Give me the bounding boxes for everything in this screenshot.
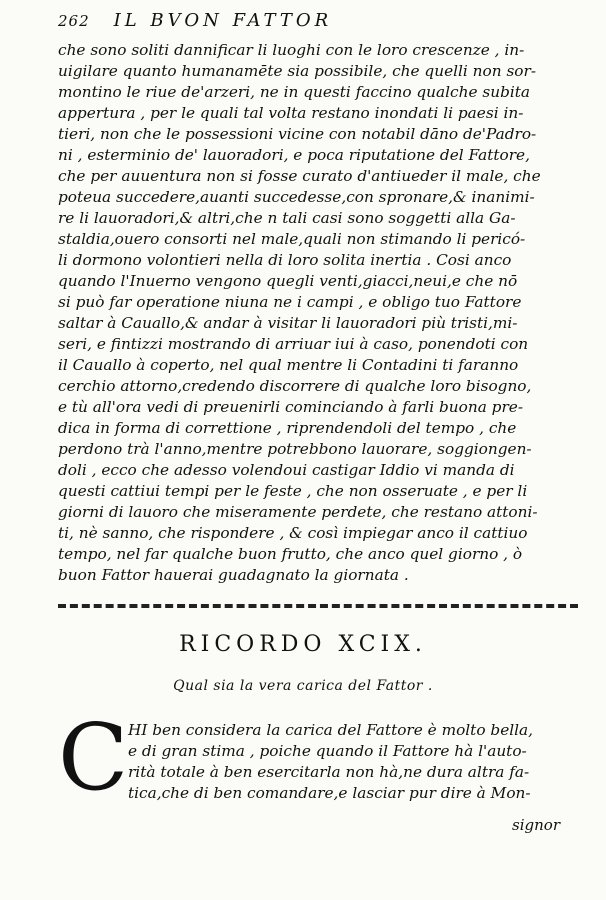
section-text-line: HI ben considera la carica del Fattore è molto bella, [128, 721, 534, 739]
body-text [58, 40, 582, 586]
text-line: cerchio attorno,credendo discorrere di qualche loro bisogno, [58, 377, 532, 395]
text-line: uigilare quanto humanamēte sia possibile, che quelli non sor- [58, 62, 536, 80]
section-text [58, 720, 582, 804]
section-text-line: e di gran stima , poiche quando il Fattore hà l'auto- [128, 742, 527, 760]
catchword: signor [512, 816, 560, 834]
text-line: giorni di lauoro che miseramente perdete, che restano attoni- [58, 503, 538, 521]
text-line: ni , esterminio de' lauoradori, e poca riputatione del Fattore, [58, 146, 530, 164]
text-line: che per auuentura non si fosse curato d'antiueder il male, che [58, 167, 541, 185]
section-text-line: tica,che di ben comandare,e lasciar pur dire à Mon- [128, 784, 531, 802]
text-line: montino le riue de'arzeri, ne in questi faccino qualche subita [58, 83, 531, 101]
page-number: 262 [58, 12, 90, 30]
text-line: perdono trà l'anno,mentre potrebbono lauorare, soggiongen- [58, 440, 532, 458]
running-title: IL BVON FATTOR [113, 10, 333, 31]
text-line: quando l'Inuerno vengono quegli venti,giacci,neui,e che nō [58, 272, 518, 290]
running-head [58, 10, 586, 36]
section-text-line: rità totale à ben esercitarla non hà,ne dura altra fa- [128, 763, 530, 781]
text-line: ti, nè sanno, che rispondere , & così impiegar anco il cattiuo [58, 524, 528, 542]
text-line: e tù all'ora vedi di preuenirli cominciando à farli buona pre- [58, 398, 524, 416]
text-line: appertura , per le quali tal volta restano inondati li paesi in- [58, 104, 524, 122]
text-line: tieri, non che le possessioni vicine con notabil dāno de'Padro- [58, 125, 537, 143]
text-line: poteua succedere,auanti succedesse,con spronare,& inanimi- [58, 188, 535, 206]
text-line: questi cattiui tempi per le feste , che non osseruate , e per li [58, 482, 528, 500]
text-line: che sono soliti dannificar li luoghi con le loro crescenze , in- [58, 41, 525, 59]
section-heading: RICORDO XCIX. [179, 632, 427, 657]
text-line: re li lauoradori,& altri,che n tali casi sono soggetti alla Ga- [58, 209, 516, 227]
text-line: buon Fattor hauerai guadagnato la giornata . [58, 566, 409, 584]
text-line: saltar à Cauallo,& andar à visitar li lauoradori più tristi,mi- [58, 314, 518, 332]
text-line: li dormono volontieri nella di loro solita inertia . Cosi anco [58, 251, 512, 269]
text-line: il Cauallo à coperto, nel qual mentre li Contadini ti faranno [58, 356, 519, 374]
section-divider [58, 604, 578, 612]
text-line: si può far operatione niuna ne i campi , e obligo tuo Fattore [58, 293, 522, 311]
text-line: seri, e fintizzi mostrando di arriuar iui à caso, ponendoti con [58, 335, 529, 353]
text-line: staldia,ouero consorti nel male,quali non stimando li pericó- [58, 230, 526, 248]
text-line: dica in forma di correttione , riprendendoli del tempo , che [58, 419, 517, 437]
text-line: doli , ecco che adesso volendoui castigar Iddio vi manda di [58, 461, 515, 479]
drop-cap: C [58, 704, 129, 811]
text-line: tempo, nel far qualche buon frutto, che anco quel giorno , ò [58, 545, 523, 563]
section-subheading: Qual sia la vera carica del Fattor . [173, 678, 433, 694]
